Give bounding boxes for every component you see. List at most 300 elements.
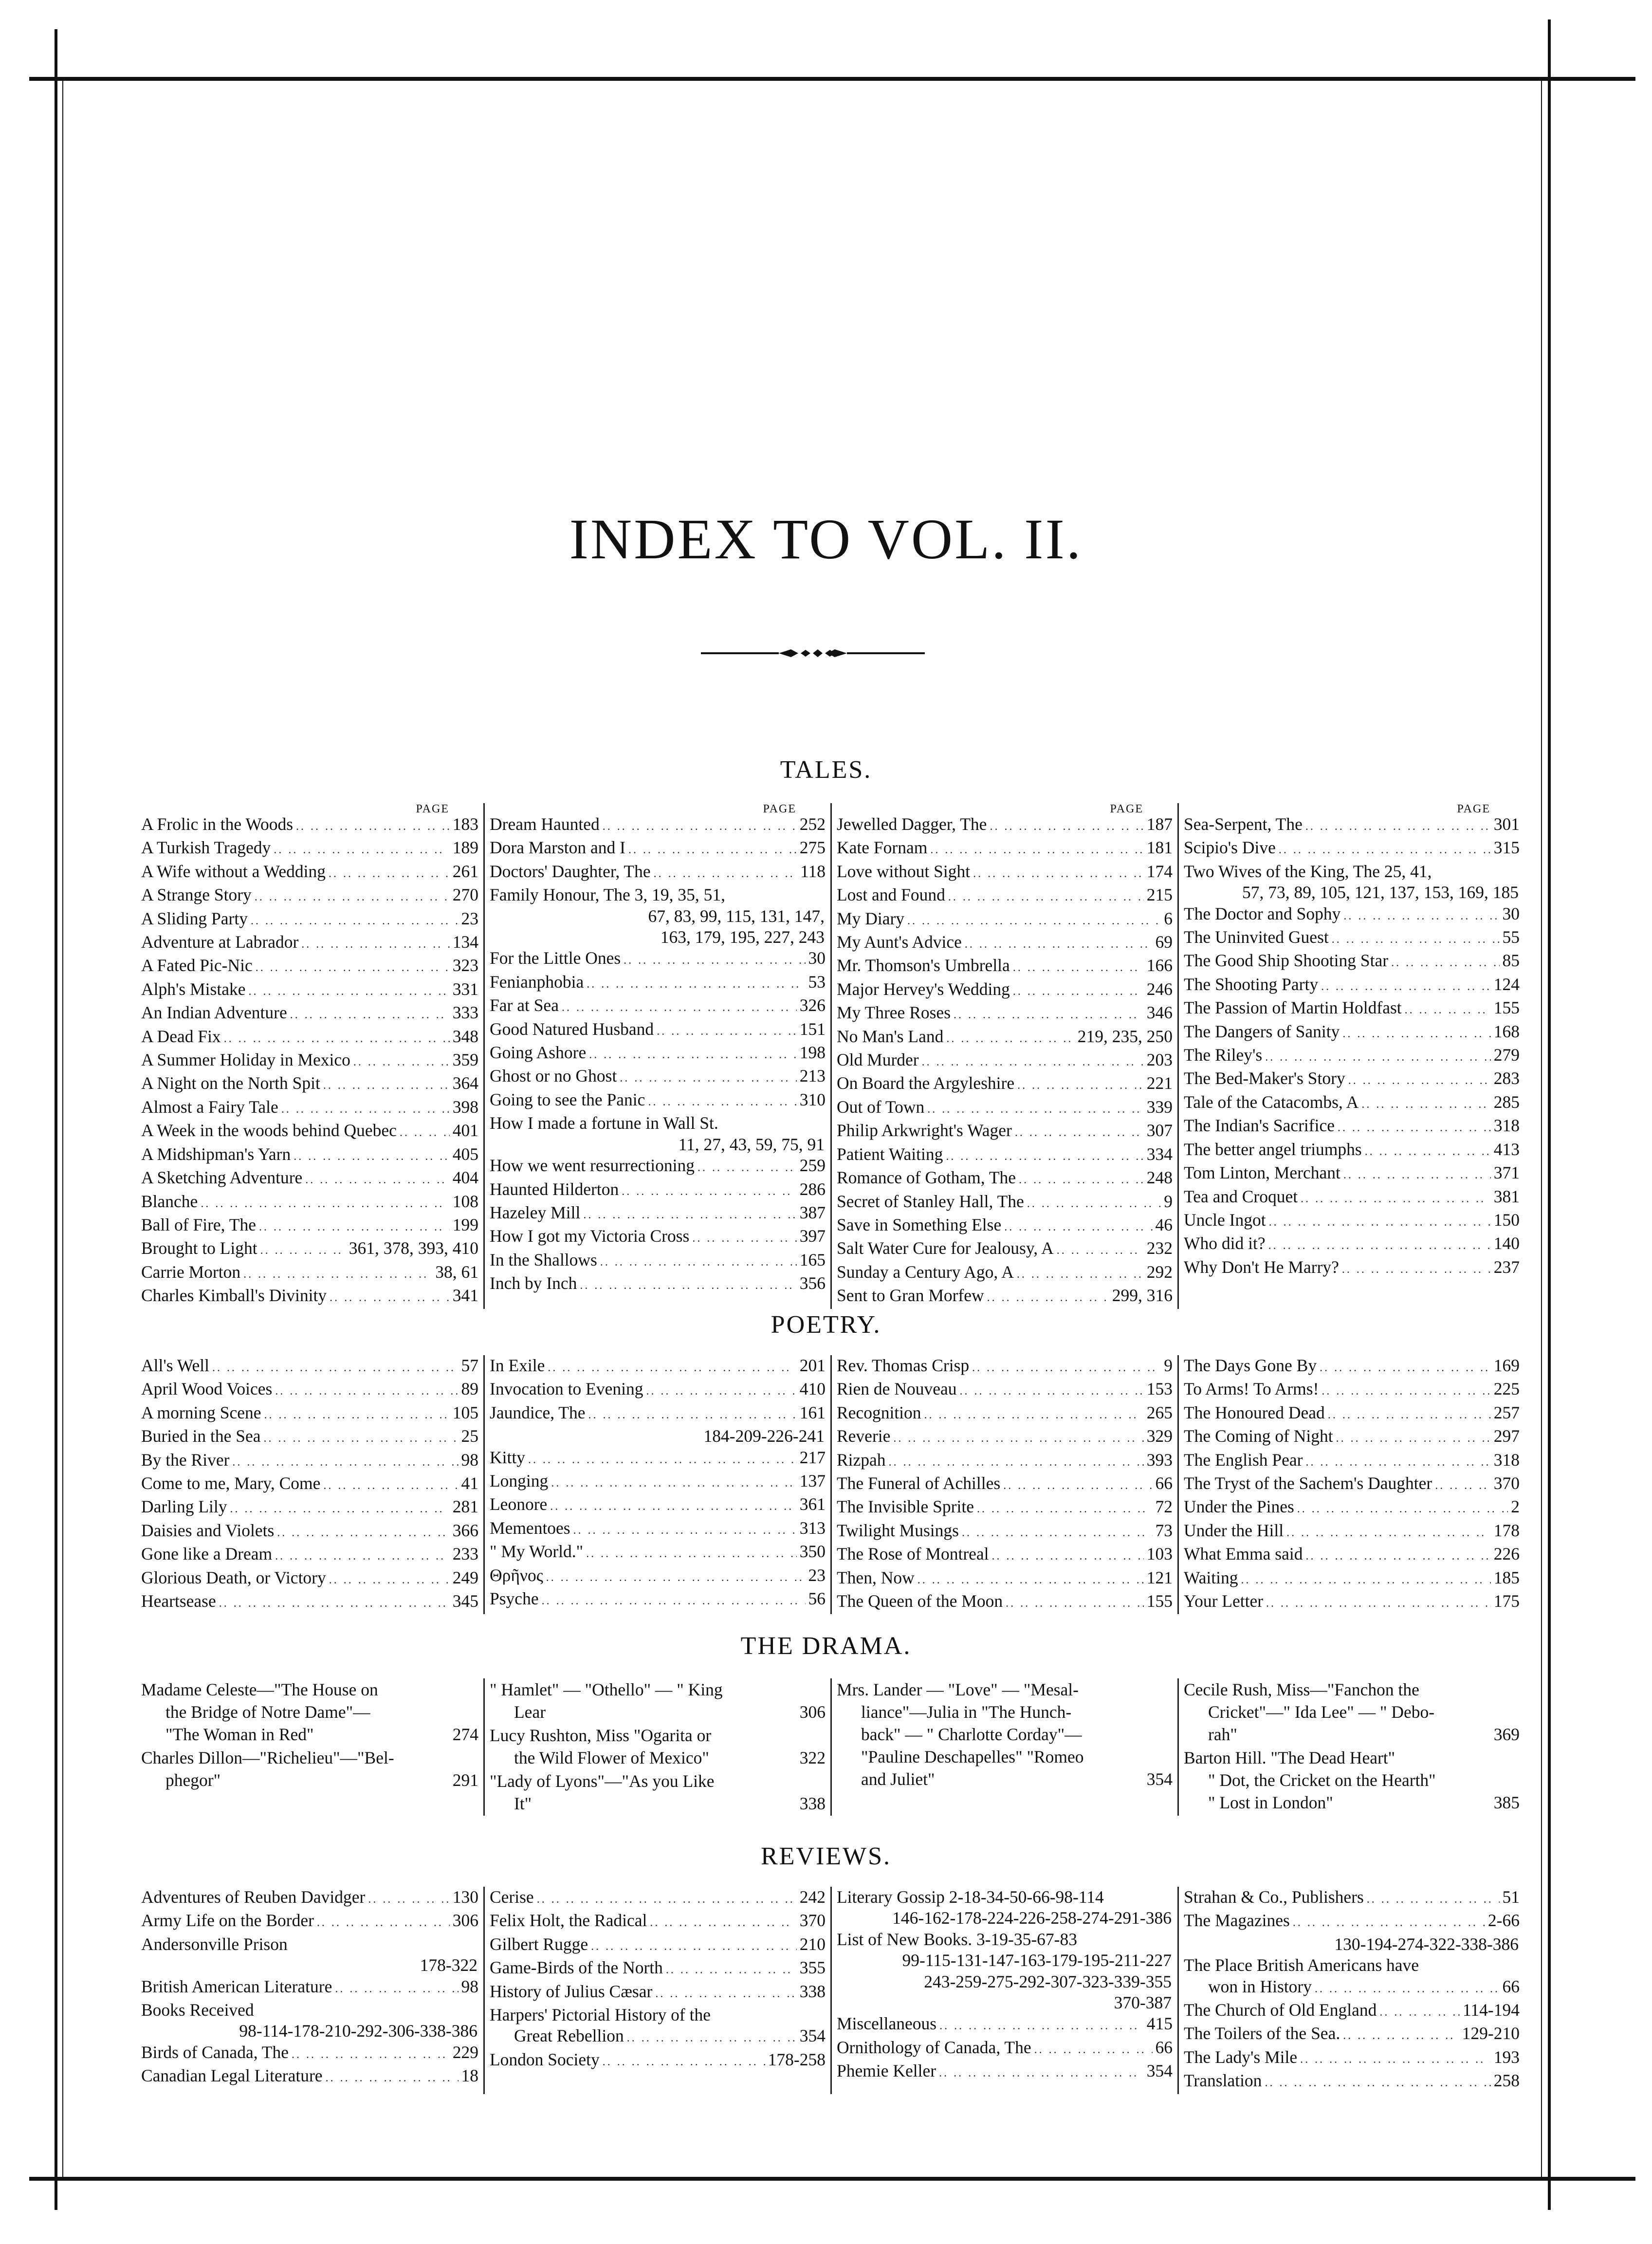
entry-page: 189 [452,838,478,858]
index-entry [837,1144,1173,1167]
drama-entry-line [837,1678,1173,1701]
reviews-index [136,1887,1525,2094]
entry-page: 215 [1146,885,1173,905]
entry-page: 72 [1155,1497,1173,1517]
drama-entry-text: " Hamlet" — "Othello" — " King [490,1680,723,1699]
leader-dots [264,1405,450,1426]
entry-title: How I made a fortune in Wall St. [490,1113,718,1133]
drama-column [136,1678,483,1816]
index-entry [1184,1045,1520,1068]
tales-column [830,803,1177,1309]
entry-page: 201 [799,1356,826,1375]
entry-page: 124 [1493,974,1520,994]
entry-page: 185 [1493,1567,1520,1587]
index-entry [490,1981,826,2005]
index-entry [141,884,478,908]
leader-dots [654,864,797,884]
entry-title: Waiting [1184,1567,1238,1587]
entry-page: 270 [452,885,478,905]
index-entry [837,1191,1173,1214]
entry-title: My Three Roses [837,1003,951,1023]
index-entry [490,1155,826,1178]
index-entry [837,1073,1173,1096]
entry-title: Gone like a Dream [141,1544,273,1564]
entry-title: Tea and Croquet [1184,1186,1298,1206]
entry-page: 291 [452,1770,478,1790]
entry-page: 6 [1164,908,1173,928]
entry-page: 2 [1511,1497,1520,1517]
drama-entry-text: "Lady of Lyons"—"As you Like [490,1771,715,1791]
entry-page: 370 [799,1911,826,1931]
entry-title: Jewelled Dagger, The [837,814,987,834]
entry-page: 217 [799,1447,826,1467]
entry-pages-continued: 11, 27, 43, 59, 75, 91 [678,1134,825,1154]
index-entry [141,1073,478,1096]
entry-title: Inch by Inch [490,1273,577,1293]
entry-page: 338 [799,1794,826,1813]
index-entry [490,1934,826,1957]
entry-title: A Strange Story [141,885,252,905]
drama-entry-line [490,1792,826,1815]
entry-title: Your Letter [1184,1591,1264,1611]
leader-dots [290,1005,450,1026]
entry-page: 183 [452,814,478,834]
drama-column [483,1678,830,1816]
index-entry [1184,2023,1520,2046]
entry-title: Birds of Canada, The [141,2042,289,2062]
index-entry [141,932,478,955]
reviews-column [830,1887,1177,2094]
index-entry [837,932,1173,955]
leader-dots [1013,957,1144,978]
index-entry [837,1379,1173,1402]
index-entry [837,908,1173,932]
leader-dots [1338,1118,1491,1139]
index-entry [1184,1426,1520,1449]
index-entry [837,1049,1173,1073]
index-entry [1184,2047,1520,2070]
index-entry [837,1262,1173,1285]
index-entry [490,1518,826,1541]
entry-title: Rizpah [837,1450,886,1470]
entry-title: The Place British Americans have [1184,1955,1419,1975]
index-entry [1184,2070,1520,2094]
leader-dots [973,864,1144,884]
entry-page: 366 [452,1520,478,1540]
entry-page: 175 [1493,1591,1520,1611]
poetry-column [830,1355,1177,1614]
leader-dots [292,2044,450,2065]
entry-page: 129-210 [1462,2023,1520,2043]
leader-dots [329,864,450,884]
entry-title: Miscellaneous [837,2014,937,2034]
leader-dots [924,1405,1144,1426]
entry-page: 248 [1146,1168,1173,1188]
leader-dots [583,1205,796,1226]
entry-title: The Shooting Party [1184,974,1319,994]
entry-title: Then, Now [837,1567,915,1587]
tales-column [1177,803,1524,1309]
index-entry [837,979,1173,1002]
index-entry [1184,1496,1520,1520]
entry-title: The Doctor and Sophy [1184,903,1341,923]
entry-page: 114-194 [1462,2000,1520,2020]
leader-dots [201,1194,449,1214]
drama-column [1177,1678,1524,1816]
entry-title: Secret of Stanley Hall, The [837,1191,1024,1211]
index-entry [490,1202,826,1226]
entry-page: 334 [1146,1144,1173,1164]
entry-title: Ghost or no Ghost [490,1066,617,1086]
leader-dots [927,1099,1143,1120]
index-entry [837,1520,1173,1544]
index-entry [141,1097,478,1120]
drama-entry-line [1184,1769,1520,1791]
index-entry [490,1447,826,1471]
entry-title: Sunday a Century Ago, A [837,1262,1014,1282]
leader-dots [562,997,797,1018]
index-entry [1184,1068,1520,1091]
index-entry [837,1167,1173,1191]
index-entry-continued [490,2025,826,2049]
entry-page: 306 [799,1702,826,1722]
entry-title: Leonore [490,1494,548,1514]
leader-dots [603,816,797,837]
entry-title: Ornithology of Canada, The [837,2037,1031,2057]
drama-entry-line [837,1723,1173,1746]
entry-page: 161 [799,1402,826,1422]
leader-dots [219,1593,450,1614]
entry-pages-continued: 178-322 [420,1955,477,1975]
drama-index [136,1678,1525,1816]
index-entry [1184,1210,1520,1233]
index-entry [490,1910,826,1933]
entry-title: History of Julius Cæsar [490,1981,653,2001]
entry-page: 105 [452,1402,478,1422]
entry-title: Love without Sight [837,861,971,881]
leader-dots [537,1889,797,1910]
index-entry [837,1544,1173,1567]
entry-page: 359 [452,1050,478,1070]
leader-dots [1322,1381,1490,1402]
leader-dots [889,1452,1144,1473]
drama-entry-text: Charles Dillon—"Richelieu"—"Bel- [141,1748,394,1767]
index-entry [1184,1591,1520,1614]
index-entry [490,1957,826,1981]
entry-title: Dream Haunted [490,814,600,834]
index-entry [490,1089,826,1113]
leader-dots [1365,1141,1491,1162]
leader-dots [263,1428,458,1449]
entry-title: How we went resurrectioning [490,1156,695,1176]
entry-page: 51 [1502,1887,1520,1907]
entry-title: Out of Town [837,1097,925,1117]
entry-page: 232 [1146,1238,1173,1258]
entry-page: 73 [1155,1520,1173,1540]
leader-dots [212,1358,459,1379]
entry-page: 354 [1146,1769,1173,1789]
entry-page: 361, 378, 393, 410 [349,1238,478,1258]
drama-entry-text: back" — " Charlotte Corday"— [861,1725,1082,1744]
entry-title: Heartsease [141,1591,216,1611]
index-entry [141,2042,478,2065]
entry-title: Translation [1184,2071,1262,2091]
entry-title: The Coming of Night [1184,1426,1333,1446]
index-entry [1184,1379,1520,1402]
leader-dots [1305,1546,1490,1567]
leader-dots [907,911,1161,932]
index-entry [837,1887,1173,1908]
entry-page: 339 [1146,1097,1173,1117]
leader-dots [243,1264,432,1285]
entry-page: 252 [799,814,826,834]
leader-dots [918,1570,1144,1591]
entry-title: The Funeral of Achilles [837,1473,1001,1493]
index-entry [1184,1887,1520,1910]
leader-dots [294,1146,450,1167]
index-entry [837,1426,1173,1449]
leader-dots [990,816,1143,837]
poetry-column [136,1355,483,1614]
entry-page: 413 [1493,1139,1520,1159]
entry-page: 297 [1493,1426,1520,1446]
entry-title: The Honoured Dead [1184,1402,1325,1422]
entry-page: 401 [452,1121,478,1140]
leader-dots [1342,1024,1490,1045]
entry-page: 174 [1146,861,1173,881]
leader-dots [1328,1405,1491,1426]
entry-title: Game-Birds of the North [490,1958,663,1978]
index-entry [837,1496,1173,1520]
section-heading-tales: TALES. [780,756,872,784]
leader-dots [1293,1913,1485,1933]
entry-title: The Magazines [1184,1911,1290,1931]
index-entry [490,1565,826,1588]
index-entry [141,908,478,932]
entry-page: 53 [808,972,826,992]
entry-title: An Indian Adventure [141,1003,287,1023]
drama-entry-line [837,1701,1173,1723]
index-entry [490,1541,826,1564]
leader-dots [1332,929,1500,950]
entry-title: The Toilers of the Sea. [1184,2023,1340,2043]
entry-title: How I got my Victoria Cross [490,1226,690,1246]
reviews-column [483,1887,830,2094]
drama-entry-line [1184,1678,1520,1701]
entry-page: 258 [1493,2071,1520,2091]
entry-page: 405 [452,1144,478,1164]
leader-dots [972,1358,1161,1379]
index-entry [141,814,478,837]
entry-title: Far at Sea [490,995,559,1015]
entry-page: 326 [799,995,826,1015]
entry-title: The Indian's Sacrifice [1184,1116,1335,1136]
leader-dots [400,1122,450,1143]
entry-page: 121 [1146,1567,1173,1587]
entry-title: Psyche [490,1589,539,1609]
leader-dots [1019,1170,1144,1191]
entry-title: Going to see the Panic [490,1089,645,1109]
entry-page: 322 [799,1748,826,1767]
index-entry [837,1591,1173,1614]
index-entry [490,2049,826,2073]
entry-title: Twilight Musings [837,1520,959,1540]
leader-dots [274,840,449,861]
entry-title: The Uninvited Guest [1184,927,1329,947]
leader-dots [1405,1000,1491,1021]
entry-title: Θρῆνος [490,1565,543,1585]
leader-dots [622,1181,797,1202]
index-entry [490,1494,826,1517]
entry-title: The Tryst of the Sachem's Daughter [1184,1473,1432,1493]
entry-page: 307 [1146,1121,1173,1140]
index-entry [141,955,478,978]
leader-dots [962,1523,1153,1544]
entry-title: Mementoes [490,1518,570,1538]
entry-page: 246 [1146,979,1173,999]
entry-title: Invocation to Evening [490,1379,643,1399]
entry-title: Blanche [141,1191,198,1211]
index-entry [837,955,1173,978]
drama-entry-text: the Wild Flower of Mexico" [514,1748,709,1767]
leader-dots [666,1960,797,1981]
entry-title: Romance of Gotham, The [837,1168,1016,1188]
entry-page: 249 [452,1567,478,1587]
drama-entry-text: "Pauline Deschapelles" "Romeo [861,1747,1084,1766]
index-entry [1184,1450,1520,1473]
index-entry [1184,927,1520,950]
index-entry [1184,1955,1520,1976]
index-entry [837,1355,1173,1379]
drama-entry [141,1678,478,1746]
drama-entry [141,1747,478,1791]
leader-dots [275,1546,450,1567]
entry-title: The Good Ship Shooting Star [1184,951,1389,971]
leader-dots [317,1913,450,1933]
entry-title: Come to me, Mary, Come [141,1473,321,1493]
index-entry [490,948,826,971]
entry-page: 98 [461,1450,478,1470]
title-ornament [701,644,925,663]
index-entry [490,1402,826,1426]
entry-page: 193 [1493,2047,1520,2067]
leader-dots [1279,840,1491,861]
leader-dots [977,1499,1153,1520]
drama-entry-text: It" [514,1794,532,1813]
index-entry [141,2065,478,2089]
leader-dots [628,840,797,861]
drama-entry-line [490,1724,826,1747]
entry-page: 285 [1493,1092,1520,1112]
entry-title: A Sliding Party [141,908,248,928]
entry-title: A Summer Holiday in Mexico [141,1050,350,1070]
leader-dots [1057,1240,1144,1261]
entry-page: 397 [799,1226,826,1246]
entry-title: Andersonville Prison [141,1934,288,1954]
leader-dots [1343,1165,1491,1186]
index-entry [141,1976,478,2000]
index-entry [141,1120,478,1143]
index-entry [141,1191,478,1214]
entry-page: 299, 316 [1112,1286,1173,1306]
tales-index [136,803,1525,1309]
leader-dots [698,1158,797,1178]
entry-page: 221 [1146,1073,1173,1093]
index-entry [1184,1021,1520,1045]
leader-dots [1343,906,1499,927]
entry-title: The Days Gone By [1184,1356,1317,1375]
leader-dots [329,1570,450,1591]
leader-dots [1265,1047,1491,1068]
entry-page: 354 [1146,2061,1173,2081]
section-heading-drama: THE DRAMA. [740,1632,912,1660]
index-entry [1184,1402,1520,1426]
index-entry [141,1026,478,1049]
entry-title: Adventures of Reuben Davidger [141,1887,366,1907]
entry-title: Rien de Nouveau [837,1379,957,1399]
leader-dots [959,1381,1143,1402]
drama-entry-text: Lucy Rushton, Miss "Ogarita or [490,1726,712,1745]
leader-dots [1342,1259,1491,1280]
leader-dots [301,934,449,955]
index-entry [837,1214,1173,1238]
leader-dots [893,1428,1143,1449]
entry-title: Charles Kimball's Divinity [141,1286,327,1306]
index-entry [490,1042,826,1066]
entry-title: List of New Books. 3-19-35-67-83 [837,1929,1077,1949]
entry-page: 281 [452,1497,478,1517]
leader-dots [528,1450,797,1471]
index-entry [837,2013,1173,2037]
entry-page: 393 [1146,1450,1173,1470]
index-entry [1184,2000,1520,2023]
entry-pages-continued: 98-114-178-210-292-306-338-386 [239,2021,477,2041]
index-entry [1184,1355,1520,1379]
drama-entry-text: and Juliet" [861,1769,935,1789]
leader-dots [323,1475,458,1496]
index-entry [490,1887,826,1910]
index-entry [1184,1186,1520,1210]
entry-page: 345 [452,1591,478,1611]
leader-dots [368,1889,449,1910]
index-entry [490,1179,826,1202]
leader-dots [648,1092,796,1113]
entry-title: Carrie Morton [141,1262,241,1282]
index-entry [1184,1567,1520,1591]
drama-entry-text: liance"—Julia in "The Hunch- [861,1702,1072,1722]
index-entry [490,1471,826,1494]
entry-title: Major Hervey's Wedding [837,979,1010,999]
drama-entry [490,1770,826,1815]
leader-dots [335,1979,458,2000]
entry-title: Canadian Legal Literature [141,2066,323,2086]
leader-dots [548,1358,796,1379]
leader-dots [1003,1475,1152,1496]
entry-page: 369 [1493,1725,1520,1744]
entry-page: 338 [799,1981,826,2001]
leader-dots [1269,1212,1491,1233]
page-title: INDEX TO VOL. II. [569,507,1083,571]
leader-dots [277,1523,449,1544]
index-entry [1184,903,1520,927]
leader-dots [232,1452,458,1473]
index-entry [141,1002,478,1026]
index-entry [490,814,826,837]
entry-page: 331 [452,979,478,999]
entry-page: 18 [461,2066,478,2086]
index-entry [837,1450,1173,1473]
entry-page: 23 [461,908,478,928]
